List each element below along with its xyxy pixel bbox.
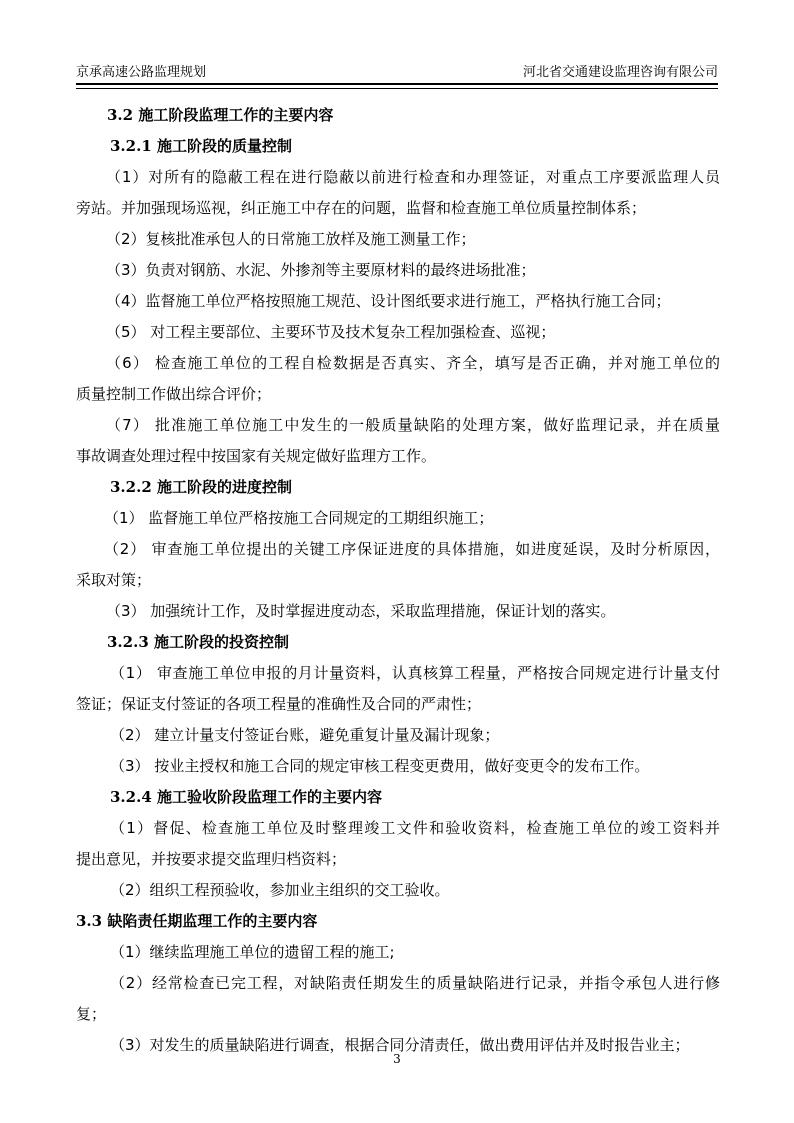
paragraph-line: （3）对发生的质量缺陷进行调查，根据合同分清责任，做出费用评估并及时报告业主；	[110, 1036, 690, 1054]
section-heading: 3.2.2 施工阶段的进度控制	[110, 478, 292, 496]
paragraph-line: 签证；保证支付签证的各项工程量的准确性及合同的严肃性；	[76, 695, 482, 713]
document-body	[76, 100, 720, 1061]
paragraph-line: （4）监督施工单位严格按照施工规范、设计图纸要求进行施工，严格执行施工合同；	[106, 292, 671, 310]
paragraph-line: （7） 批准施工单位施工中发生的一般质量缺陷的处理方案，做好监理记录，并在质量	[106, 416, 720, 434]
paragraph-line: （2） 建立计量支付签证台账，避免重复计量及漏计现象；	[110, 726, 500, 744]
paragraph-line: 采取对策；	[76, 571, 152, 589]
paragraph-line: （2）组织工程预验收，参加业主组织的交工验收。	[110, 881, 450, 899]
paragraph-line: 提出意见，并按要求提交监理归档资料；	[76, 850, 347, 868]
paragraph-line: （1） 审查施工单位申报的月计量资料，认真核算工程量，严格按合同规定进行计量支付	[110, 664, 720, 682]
page-header	[76, 58, 718, 80]
paragraph-line: 质量控制工作做出综合评价；	[76, 385, 272, 403]
paragraph-line: 事故调查处理过程中按国家有关规定做好监理方工作。	[76, 447, 437, 465]
paragraph-line: （6） 检查施工单位的工程自检数据是否真实、齐全，填写是否正确，并对施工单位的	[106, 354, 720, 372]
paragraph-line: （5） 对工程主要部位、主要环节及技术复杂工程加强检查、巡视；	[106, 323, 556, 341]
paragraph-line: 旁站。并加强现场巡视，纠正施工中存在的问题，监督和检查施工单位质量控制体系；	[76, 199, 647, 217]
paragraph-line: （3） 加强统计工作，及时掌握进度动态，采取监理措施，保证计划的落实。	[106, 602, 616, 620]
header-rule-thick	[76, 83, 718, 85]
paragraph-line: （3） 按业主授权和施工合同的规定审核工程变更费用，做好变更令的发布工作。	[110, 757, 650, 775]
paragraph-line: （2）复核批准承包人的日常施工放样及施工测量工作；	[106, 230, 476, 248]
paragraph-line: （3）负责对钢筋、水泥、外掺剂等主要原材料的最终进场批准；	[106, 261, 536, 279]
section-heading: 3.2.4 施工验收阶段监理工作的主要内容	[110, 788, 382, 806]
section-heading: 3.2.1 施工阶段的质量控制	[110, 137, 292, 155]
header-left-title: 京承高速公路监理规划	[76, 65, 207, 80]
section-heading: 3.3 缺陷责任期监理工作的主要内容	[76, 912, 318, 930]
paragraph-line: （2）经常检查已完工程，对缺陷责任期发生的质量缺陷进行记录，并指令承包人进行修	[110, 974, 720, 992]
paragraph-line: （2） 审查施工单位提出的关键工序保证进度的具体措施，如进度延误，及时分析原因，	[104, 540, 720, 558]
section-heading: 3.2 施工阶段监理工作的主要内容	[107, 106, 334, 124]
paragraph-line: （1）对所有的隐蔽工程在进行隐蔽以前进行检查和办理签证，对重点工序要派监理人员	[106, 168, 720, 186]
paragraph-line: （1）继续监理施工单位的遗留工程的施工;	[110, 943, 395, 961]
section-heading: 3.2.3 施工阶段的投资控制	[107, 633, 289, 651]
header-rule-thin	[76, 88, 718, 89]
paragraph-line: （1）督促、检查施工单位及时整理竣工文件和验收资料，检查施工单位的竣工资料并	[110, 819, 720, 837]
page-number: 3	[393, 1052, 401, 1066]
header-right-company: 河北省交通建设监理咨询有限公司	[522, 65, 718, 80]
paragraph-line: （1） 监督施工单位严格按施工合同规定的工期组织施工；	[104, 509, 494, 527]
paragraph-line: 复；	[76, 1005, 107, 1023]
